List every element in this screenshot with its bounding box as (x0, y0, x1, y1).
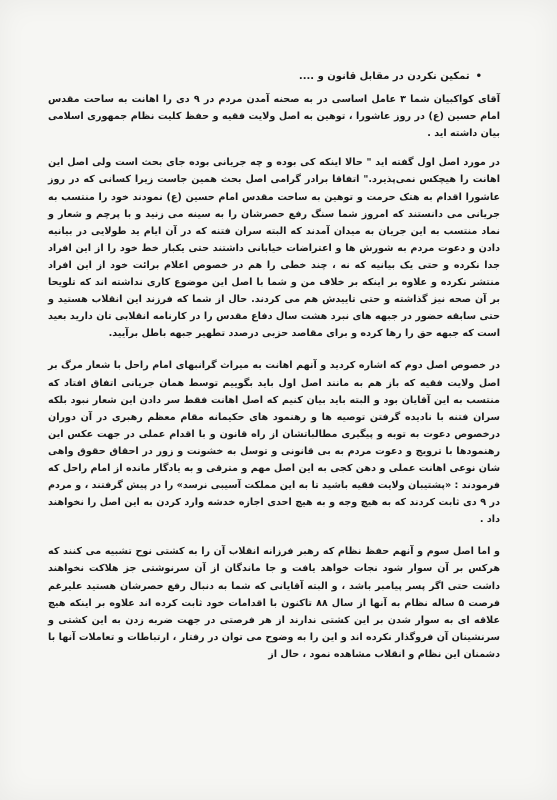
section-heading (48, 68, 482, 85)
paragraph-3: در خصوص اصل دوم که اشاره کردید و آنهم اهانت به میراث گرانبهای امام راحل با شعار مرگ بر اصل ولایت فقیه که باز هم به مانند اصل اول باید بگوییم توسط همان جریانی اتفاق افتاد که منتسب به این آقایان بود و البته باید بیان کنیم که اصل اهانت فقط سر دادن این شعار نبود بلکه سران فتنه با نادیده گرفتن توصیه ها و رهنمود های حکیمانه مقام معظم رهبری در آن دوران درخصوص دعوت به توبه و پیگیری مطالباتشان از راه قانون و با اقدام عملی در جهت عکس این رهنمودها با ترویج و دعوت مردم به بی قانونی و توسل به خشونت و زور در احقاق حقوق واهی شان نوعی اهانت عملی و دهن کجی به این اصل مهم و مترقی و به یادگار مانده از امام راحل که فرمودند : «پشتیبان ولایت فقیه باشید تا به این مملکت آسیبی نرسد» را در پیش گرفتند ، و مردم در ۹ دی ثابت کردند که به هیچ وجه و به هیچ احدی اجازه خدشه وارد کردن به این اصل را نخواهند داد . (48, 360, 500, 526)
paragraph-2: در مورد اصل اول گفته اید " حالا اینکه کی بوده و چه جریانی بوده جای بحث است ولی اصل این اهانت را هیچکس نمی‌پذیرد." اتفاقا برادر گرامی اصل بحث همین جاست زیرا کسانی که در روز عاشورا اقدام به هتک حرمت و توهین به ساحت مقدس امام حسین (ع) نمودند خود را منتسب به جریانی می دانستند که امروز شما سنگ رفع حصرشان را به سینه می زنید و با پرچم و شعار و نماد منتسب به این جریان به میدان آمدند که البته سران فتنه که در آن ایام ید طولایی در بیانیه دادن و دعوت مردم به شورش ها و اعتراضات خیابانی داشتند حتی یکبار خط خود را از این افراد جدا نکرده و حتی یک بیانیه که نه ، چند خطی را هم در خصوص اعلام برائت خود از این افراد منتشر نکرده و علاوه بر اینکه بر خلاف من و شما با اصل این موضوع کاری نداشته اند که تلویحا بر آن صحه نیز گذاشته و حتی تاییدش هم می کردند. حال از شما که فرزند این انقلاب هستید و حتی سابقه حضور در جبهه های نبرد هشت سال دفاع مقدس را در کارنامه انقلابی تان دارید بعید است که جبهه حق را رها کرده و برای مقاصد حزبی درصدد تطهیر جبهه باطل برآیید. (48, 157, 500, 340)
heading-text: تمکین نکردن در مقابل قانون و .... (298, 71, 470, 82)
paragraph-1: آقای کواکبیان شما ۳ عامل اساسی در به صحنه آمدن مردم در ۹ دی را اهانت به ساحت مقدس امام حسین (ع) در روز عاشورا ، توهین به اصل ولایت فقیه و حفظ کلیت نظام جمهوری اسلامی بیان داشته اید . (48, 94, 500, 140)
paragraph-4: و اما اصل سوم و آنهم حفظ نظام که رهبر فرزانه انقلاب آن را به کشتی نوح تشبیه می کنند که هرکس بر آن سوار شود نجات خواهد یافت و جا ماندگان از آن سرنوشتی جز هلاکت نخواهند داشت حتی اگر پسر پیامبر باشد ، و البته آقایانی که شما به دنبال رفع حصرشان هستید علیرغم فرصت ۵ ساله نظام به آنها از سال ۸۸ تاکنون با اقدامات خود ثابت کرده اند علاوه بر اینکه هیچ علاقه ای به سوار شدن بر این کشتی ندارند از هر فرصتی در جهت ضربه زدن به این کشتی و سرنشینان آن فروگذار نکرده اند و این را به وضوح می توان در رفتار ، ارتباطات و تعاملات آنها با دشمنان این نظام و انقلاب مشاهده نمود ، حال از (48, 546, 500, 660)
letter-body (48, 68, 500, 678)
bullet-icon: • (475, 70, 482, 82)
